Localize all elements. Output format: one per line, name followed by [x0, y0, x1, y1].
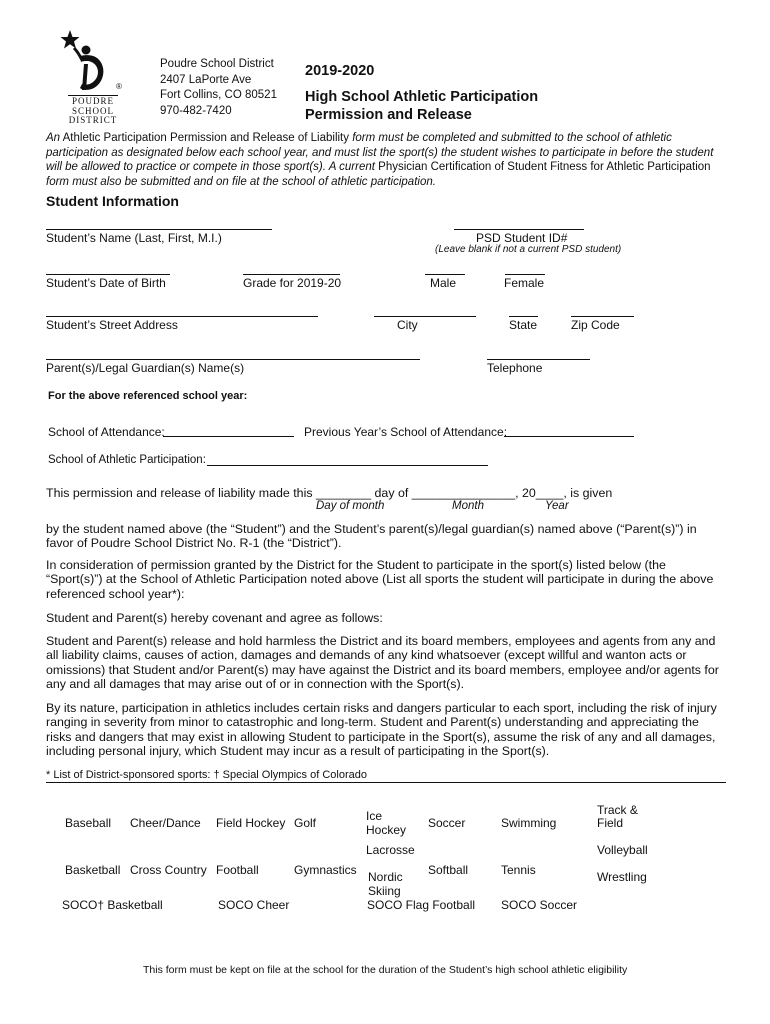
- sport-softball: Softball: [428, 863, 469, 877]
- district-logo: [58, 28, 128, 124]
- city-label: City: [397, 318, 418, 332]
- prev-attendance-field[interactable]: [504, 436, 634, 437]
- sport-track-line-2: Field: [597, 816, 624, 830]
- logo-word-1: POUDRE: [71, 96, 114, 106]
- year-label: Year: [545, 500, 569, 512]
- logo-word-2: SCHOOL: [71, 105, 114, 116]
- form-title-line-1: High School Athletic Participation: [305, 89, 539, 105]
- release-paragraph-3: Student and Parent(s) hereby covenant and agree as follows:: [46, 611, 383, 625]
- dob-label: Student’s Date of Birth: [46, 276, 166, 290]
- student-info-heading: Student Information: [46, 193, 179, 209]
- student-id-field[interactable]: [454, 229, 584, 230]
- intro-part-5: form must also be submitted and on file at the school of athletic participation.: [46, 175, 436, 188]
- intro-part-1: An: [46, 132, 61, 144]
- male-field[interactable]: [425, 274, 465, 275]
- grade-label: Grade for 2019-20: [243, 276, 342, 290]
- form-title-line-2: Permission and Release: [305, 107, 472, 123]
- intro-part-4: Physician Certification of Student Fitness for Athletic Participation: [378, 161, 711, 173]
- telephone-label: Telephone: [487, 361, 543, 375]
- intro-part-3: form must be completed and submitted to the school of athletic participation as designated below each school year, and must list the sport(s) the student wishes to participate in before the student will be allowed to practice or compete in those sport(s). A current: [46, 132, 714, 173]
- intro-part-2: Athletic Participation Permission and Release of Liability: [60, 132, 353, 144]
- dob-field[interactable]: [46, 274, 170, 275]
- sport-baseball: Baseball: [65, 816, 112, 830]
- day-of-month-label: Day of month: [316, 500, 385, 512]
- footer-note: This form must be kept on file at the school for the duration of the Student’s high school athletic eligibility: [143, 964, 628, 976]
- street-address-label: Student’s Street Address: [46, 318, 178, 332]
- sport-soco-basketball: SOCO† Basketball: [62, 898, 163, 912]
- attendance-label: School of Attendance:: [48, 425, 165, 439]
- release-date-sentence: This permission and release of liability made this ________ day of _______________, 20____, is given: [46, 486, 613, 500]
- sport-nordic-line-1: Nordic: [368, 870, 403, 884]
- attendance-field[interactable]: [163, 436, 294, 437]
- month-label: Month: [452, 500, 484, 512]
- sport-soco-cheer: SOCO Cheer: [218, 898, 290, 912]
- sport-volleyball: Volleyball: [597, 843, 648, 857]
- release-paragraph-1: by the student named above (the “Student”) and the Student’s parent(s)/legal guardian(s) named above (“Parent(s)”) in favor of Poudre School District No. R-1 (the “District”).: [46, 522, 697, 551]
- zip-field[interactable]: [571, 316, 634, 317]
- sport-soco-soccer: SOCO Soccer: [501, 898, 578, 912]
- intro-paragraph: [46, 131, 728, 189]
- release-paragraph-5: By its nature, participation in athletics includes certain risks and dangers particular to each sport, including the risk of injury ranging in severity from minor to catastrophic and long-term. Student and Parent(s) understanding and appreciating the risks and dangers that may exist in allowing Student to participate in the Sport(s), assume the risk of any and all damages, including personal injury, which Student may incur as a result of participating in the Sport(s).: [46, 701, 717, 759]
- female-label: Female: [504, 276, 545, 290]
- sport-gymnastics: Gymnastics: [294, 863, 357, 877]
- sport-soccer: Soccer: [428, 816, 466, 830]
- student-id-note: (Leave blank if not a current PSD student): [435, 244, 622, 255]
- street-address-field[interactable]: [46, 316, 318, 317]
- sport-cheer-dance: Cheer/Dance: [130, 816, 201, 830]
- athletic-school-label: School of Athletic Participation:: [48, 454, 206, 466]
- student-name-label: Student’s Name (Last, First, M.I.): [46, 231, 222, 245]
- sport-nordic-line-2: Skiing: [368, 884, 401, 898]
- prev-attendance-label: Previous Year’s School of Attendance:: [304, 425, 508, 439]
- school-year-heading: For the above referenced school year:: [48, 390, 248, 402]
- zip-label: Zip Code: [571, 318, 620, 332]
- state-label: State: [509, 318, 538, 332]
- district-name: Poudre School District: [160, 58, 274, 70]
- sport-wrestling: Wrestling: [597, 870, 647, 884]
- sport-ice-hockey-line-2: Hockey: [366, 823, 407, 837]
- state-field[interactable]: [509, 316, 538, 317]
- athletic-school-field[interactable]: [207, 465, 488, 466]
- district-street: 2407 LaPorte Ave: [160, 73, 252, 86]
- sport-basketball: Basketball: [65, 863, 121, 877]
- release-paragraph-4: Student and Parent(s) release and hold harmless the District and its board members, employees and agents from any and all liability claims, causes of action, damages and demands of any kind whatsoever (except willful and wanton acts or omissions) that Student and/or Parent(s) may have against the District and its board members, employee and/or agents for any and all damages that may arise out of or in connection with the Sport(s).: [46, 634, 719, 692]
- sport-swimming: Swimming: [501, 816, 557, 830]
- form-year: 2019-2020: [305, 63, 375, 79]
- sports-list-note: * List of District-sponsored sports: † Special Olympics of Colorado: [46, 769, 367, 781]
- sport-football: Football: [216, 863, 259, 877]
- district-address: [160, 57, 277, 119]
- registered-mark: ®: [116, 82, 122, 91]
- sport-track-line-1: Track &: [597, 803, 638, 817]
- female-field[interactable]: [505, 274, 545, 275]
- city-field[interactable]: [374, 316, 476, 317]
- district-city: Fort Collins, CO 80521: [160, 89, 277, 101]
- student-id-label: PSD Student ID#: [476, 231, 568, 245]
- grade-field[interactable]: [243, 274, 340, 275]
- sport-ice-hockey-line-1: Ice: [366, 809, 383, 823]
- parent-name-field[interactable]: [46, 359, 420, 360]
- district-phone: 970-482-7420: [160, 104, 232, 117]
- sport-cross-country: Cross Country: [130, 863, 207, 877]
- sports-divider: [46, 782, 726, 783]
- sport-soco-flag-football: SOCO Flag Football: [367, 898, 476, 912]
- sport-tennis: Tennis: [501, 863, 536, 877]
- parent-name-label: Parent(s)/Legal Guardian(s) Name(s): [46, 361, 245, 375]
- sport-golf: Golf: [294, 816, 317, 830]
- sport-lacrosse: Lacrosse: [366, 843, 415, 857]
- student-name-field[interactable]: [46, 229, 272, 230]
- telephone-field[interactable]: [487, 359, 590, 360]
- logo-word-3: DISTRICT: [68, 115, 118, 125]
- release-paragraph-2: In consideration of permission granted by the District for the Student to participate in the sport(s) listed below (the “Sport(s)”) at the School of Athletic Participation noted above (List all sports the student will participate in during the above referenced school year*):: [46, 558, 714, 601]
- male-label: Male: [430, 276, 457, 290]
- sport-field-hockey: Field Hockey: [216, 816, 286, 830]
